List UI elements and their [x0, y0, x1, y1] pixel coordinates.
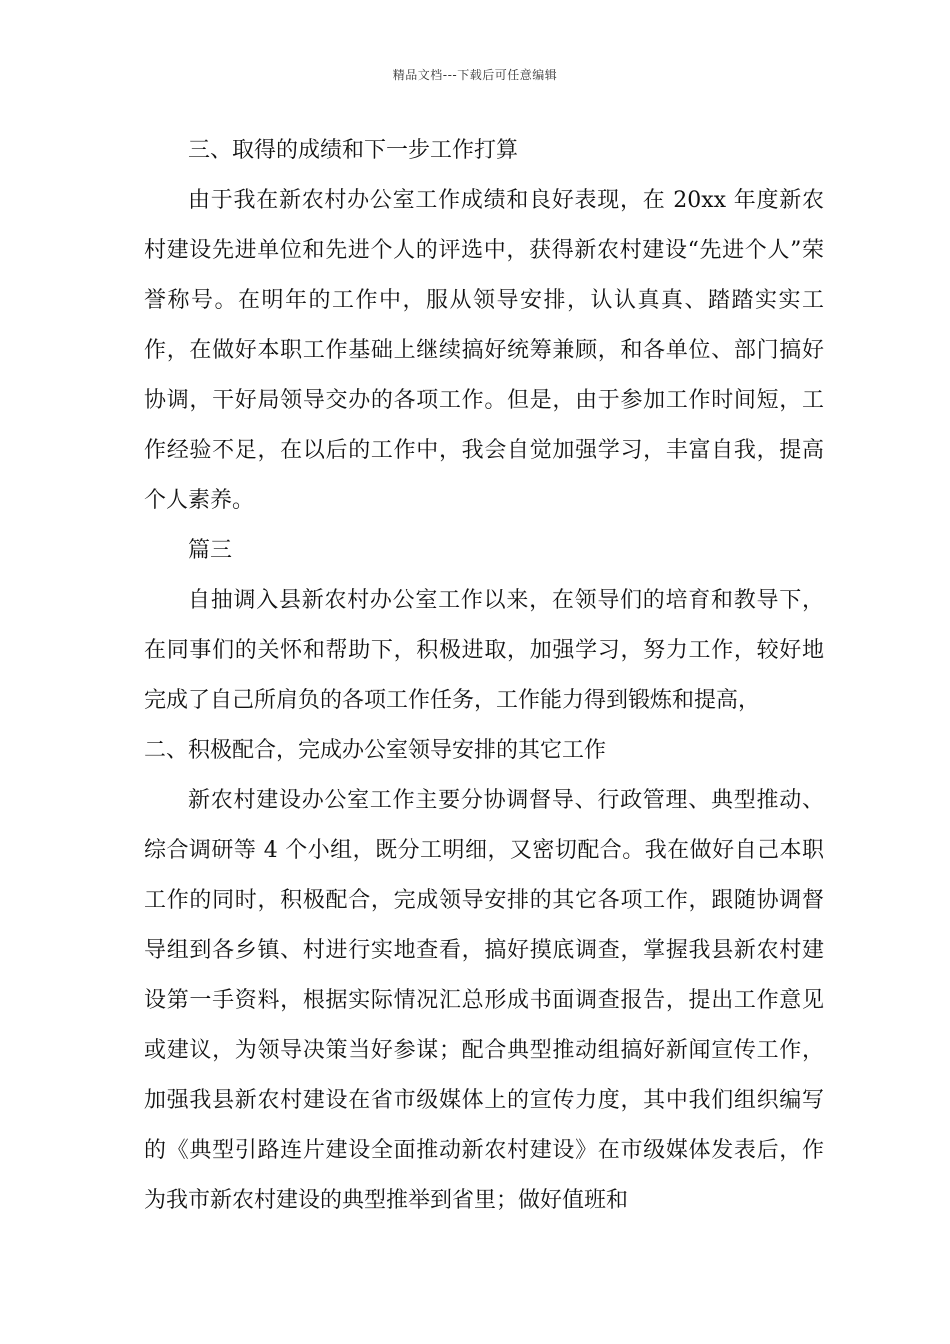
page-header: 精品文档---下载后可任意编辑	[392, 68, 558, 82]
paragraph-cooperation: 新农村建设办公室工作主要分协调督导、行政管理、典型推动、综合调研等 4 个小组，既分工明细，又密切配合。我在做好自己本职工作的同时，积极配合，完成领导安排的其它各项工作，跟随协调督导组到各乡镇、村进行实地查看，搞好摸底调查，掌握我县新农村建设第一手资料，根据实际情况汇总形成书面调查报告，提出工作意见或建议，为领导决策当好参谋；配合典型推动组搞好新闻宣传工作，加强我县新农村建设在省市级媒体上的宣传力度，其中我们组织编写的《典型引路连片建设全面推动新农村建设》在市级媒体发表后，作为我市新农村建设的典型推举到省里；做好值班和	[144, 788, 824, 1213]
section-heading-achievements: 三、取得的成绩和下一步工作打算	[188, 138, 519, 163]
section-heading-cooperation: 二、积极配合，完成办公室领导安排的其它工作	[144, 738, 607, 763]
paragraph-intro: 自抽调入县新农村办公室工作以来，在领导们的培育和教导下，在同事们的关怀和帮助下，积极进取，加强学习，努力工作，较好地完成了自己所肩负的各项工作任务，工作能力得到锻炼和提高，	[144, 588, 824, 713]
document-body	[144, 126, 824, 1226]
section-heading-part-three: 篇三	[188, 538, 233, 563]
paragraph-achievements: 由于我在新农村办公室工作成绩和良好表现，在 20xx 年度新农村建设先进单位和先进个人的评选中，获得新农村建设“先进个人”荣誉称号。在明年的工作中，服从领导安排，认认真真、踏踏实实工作，在做好本职工作基础上继续搞好统筹兼顾，和各单位、部门搞好协调，干好局领导交办的各项工作。但是，由于参加工作时间短，工作经验不足，在以后的工作中，我会自觉加强学习，丰富自我，提高个人素养。	[144, 188, 824, 513]
